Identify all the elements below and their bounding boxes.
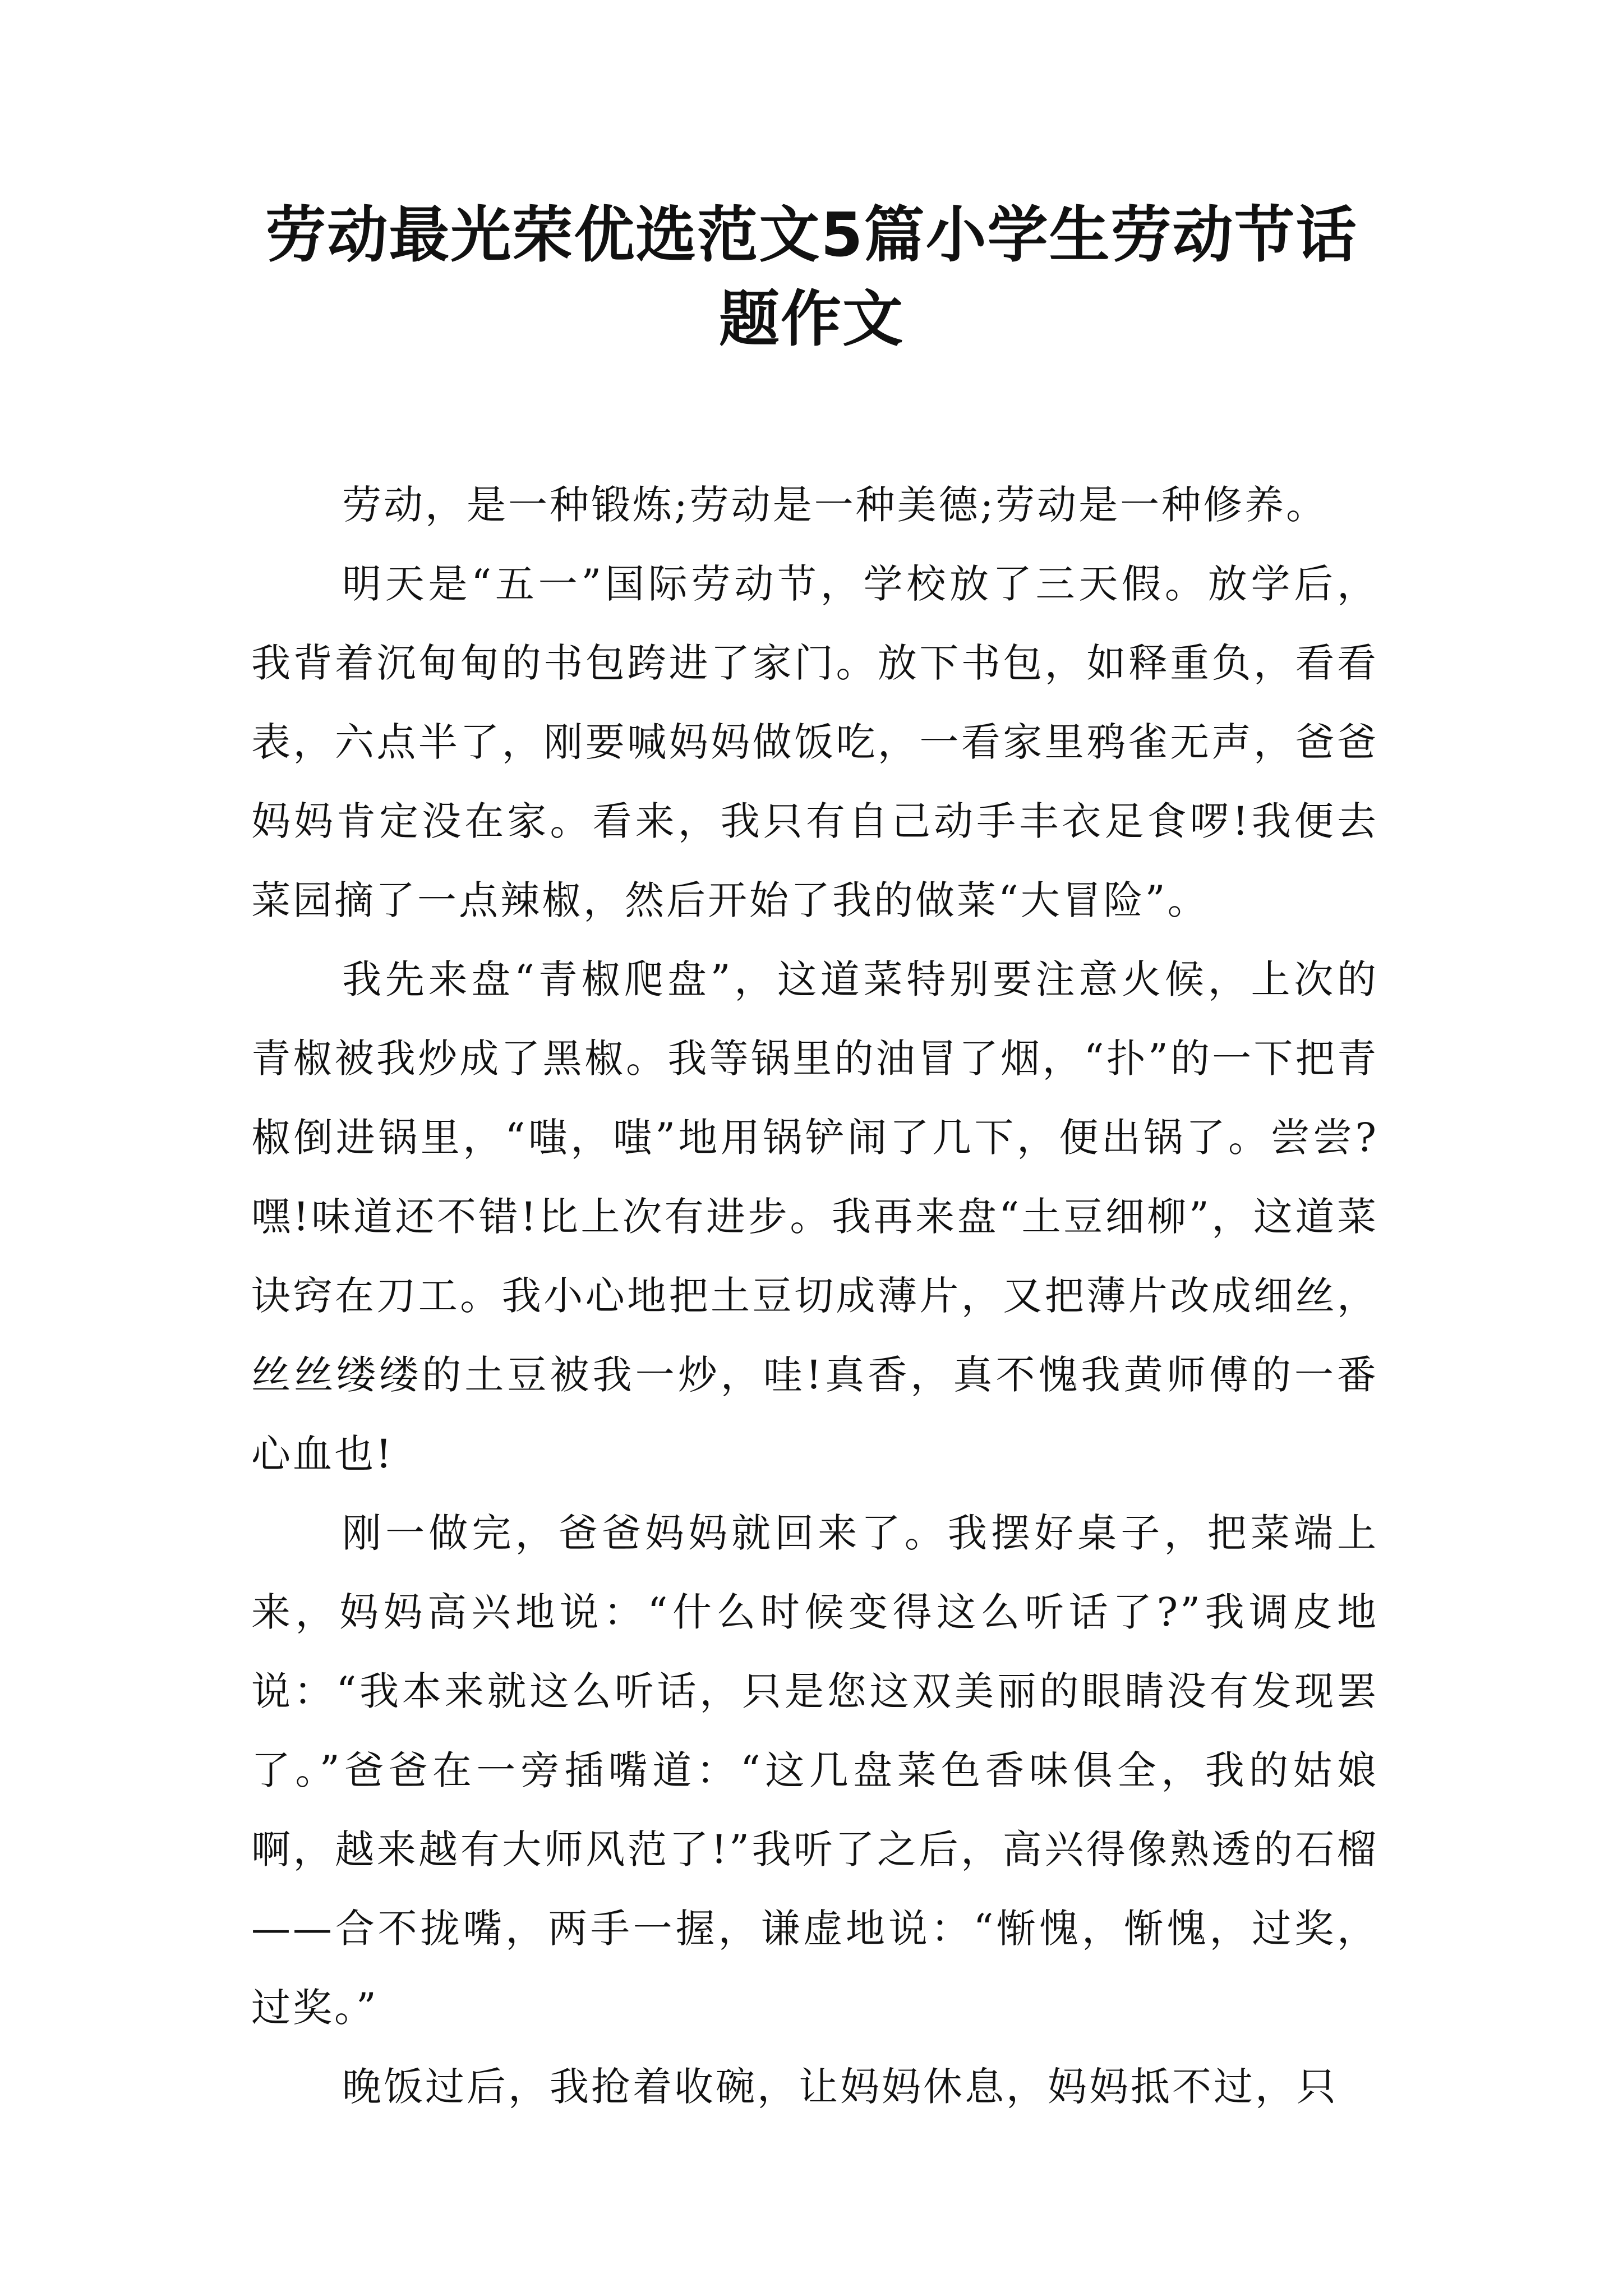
paragraph-2: 明天是“五一”国际劳动节，学校放了三天假。放学后，我背着沉甸甸的书包跨进了家门。放下书包，如释重负，看看表，六点半了，刚要喊妈妈做饭吃，一看家里鸦雀无声，爸爸妈妈肯定没在家。看来，我只有自己动手丰衣足食啰!我便去菜园摘了一点辣椒，然后开始了我的做菜“大冒险”。 bbox=[251, 561, 1378, 923]
paragraph-4: 刚一做完，爸爸妈妈就回来了。我摆好桌子，把菜端上来，妈妈高兴地说：“什么时候变得这么听话了?”我调皮地说：“我本来就这么听话，只是您这双美丽的眼睛没有发现罢了。”爸爸在一旁插嘴道：“这几盘菜色香味俱全，我的姑娘啊，越来越有大师风范了!”我听了之后，高兴得像熟透的石榴——合不拢嘴，两手一握，谦虚地说：“惭愧，惭愧，过奖，过奖。” bbox=[251, 1510, 1378, 2031]
paragraph-3: 我先来盘“青椒爬盘”，这道菜特别要注意火候，上次的青椒被我炒成了黑椒。我等锅里的油冒了烟，“扑”的一下把青椒倒进锅里，“嗤，嗤”地用锅铲闹了几下，便出锅了。尝尝?嘿!味道还不错!比上次有进步。我再来盘“土豆细柳”，这道菜诀窍在刀工。我小心地把土豆切成薄片，又把薄片改成细丝，丝丝缕缕的土豆被我一炒，哇!真香，真不愧我黄师傅的一番心血也! bbox=[251, 956, 1378, 1477]
document-body bbox=[251, 466, 1378, 2127]
paragraph-1: 劳动，是一种锻炼;劳动是一种美德;劳动是一种修养。 bbox=[342, 482, 1328, 528]
document-title: 劳动最光荣优选范文5篇小学生劳动节话题作文 bbox=[265, 200, 1358, 355]
paragraph-5: 晚饭过后，我抢着收碗，让妈妈休息，妈妈抵不过，只 bbox=[342, 2064, 1338, 2110]
